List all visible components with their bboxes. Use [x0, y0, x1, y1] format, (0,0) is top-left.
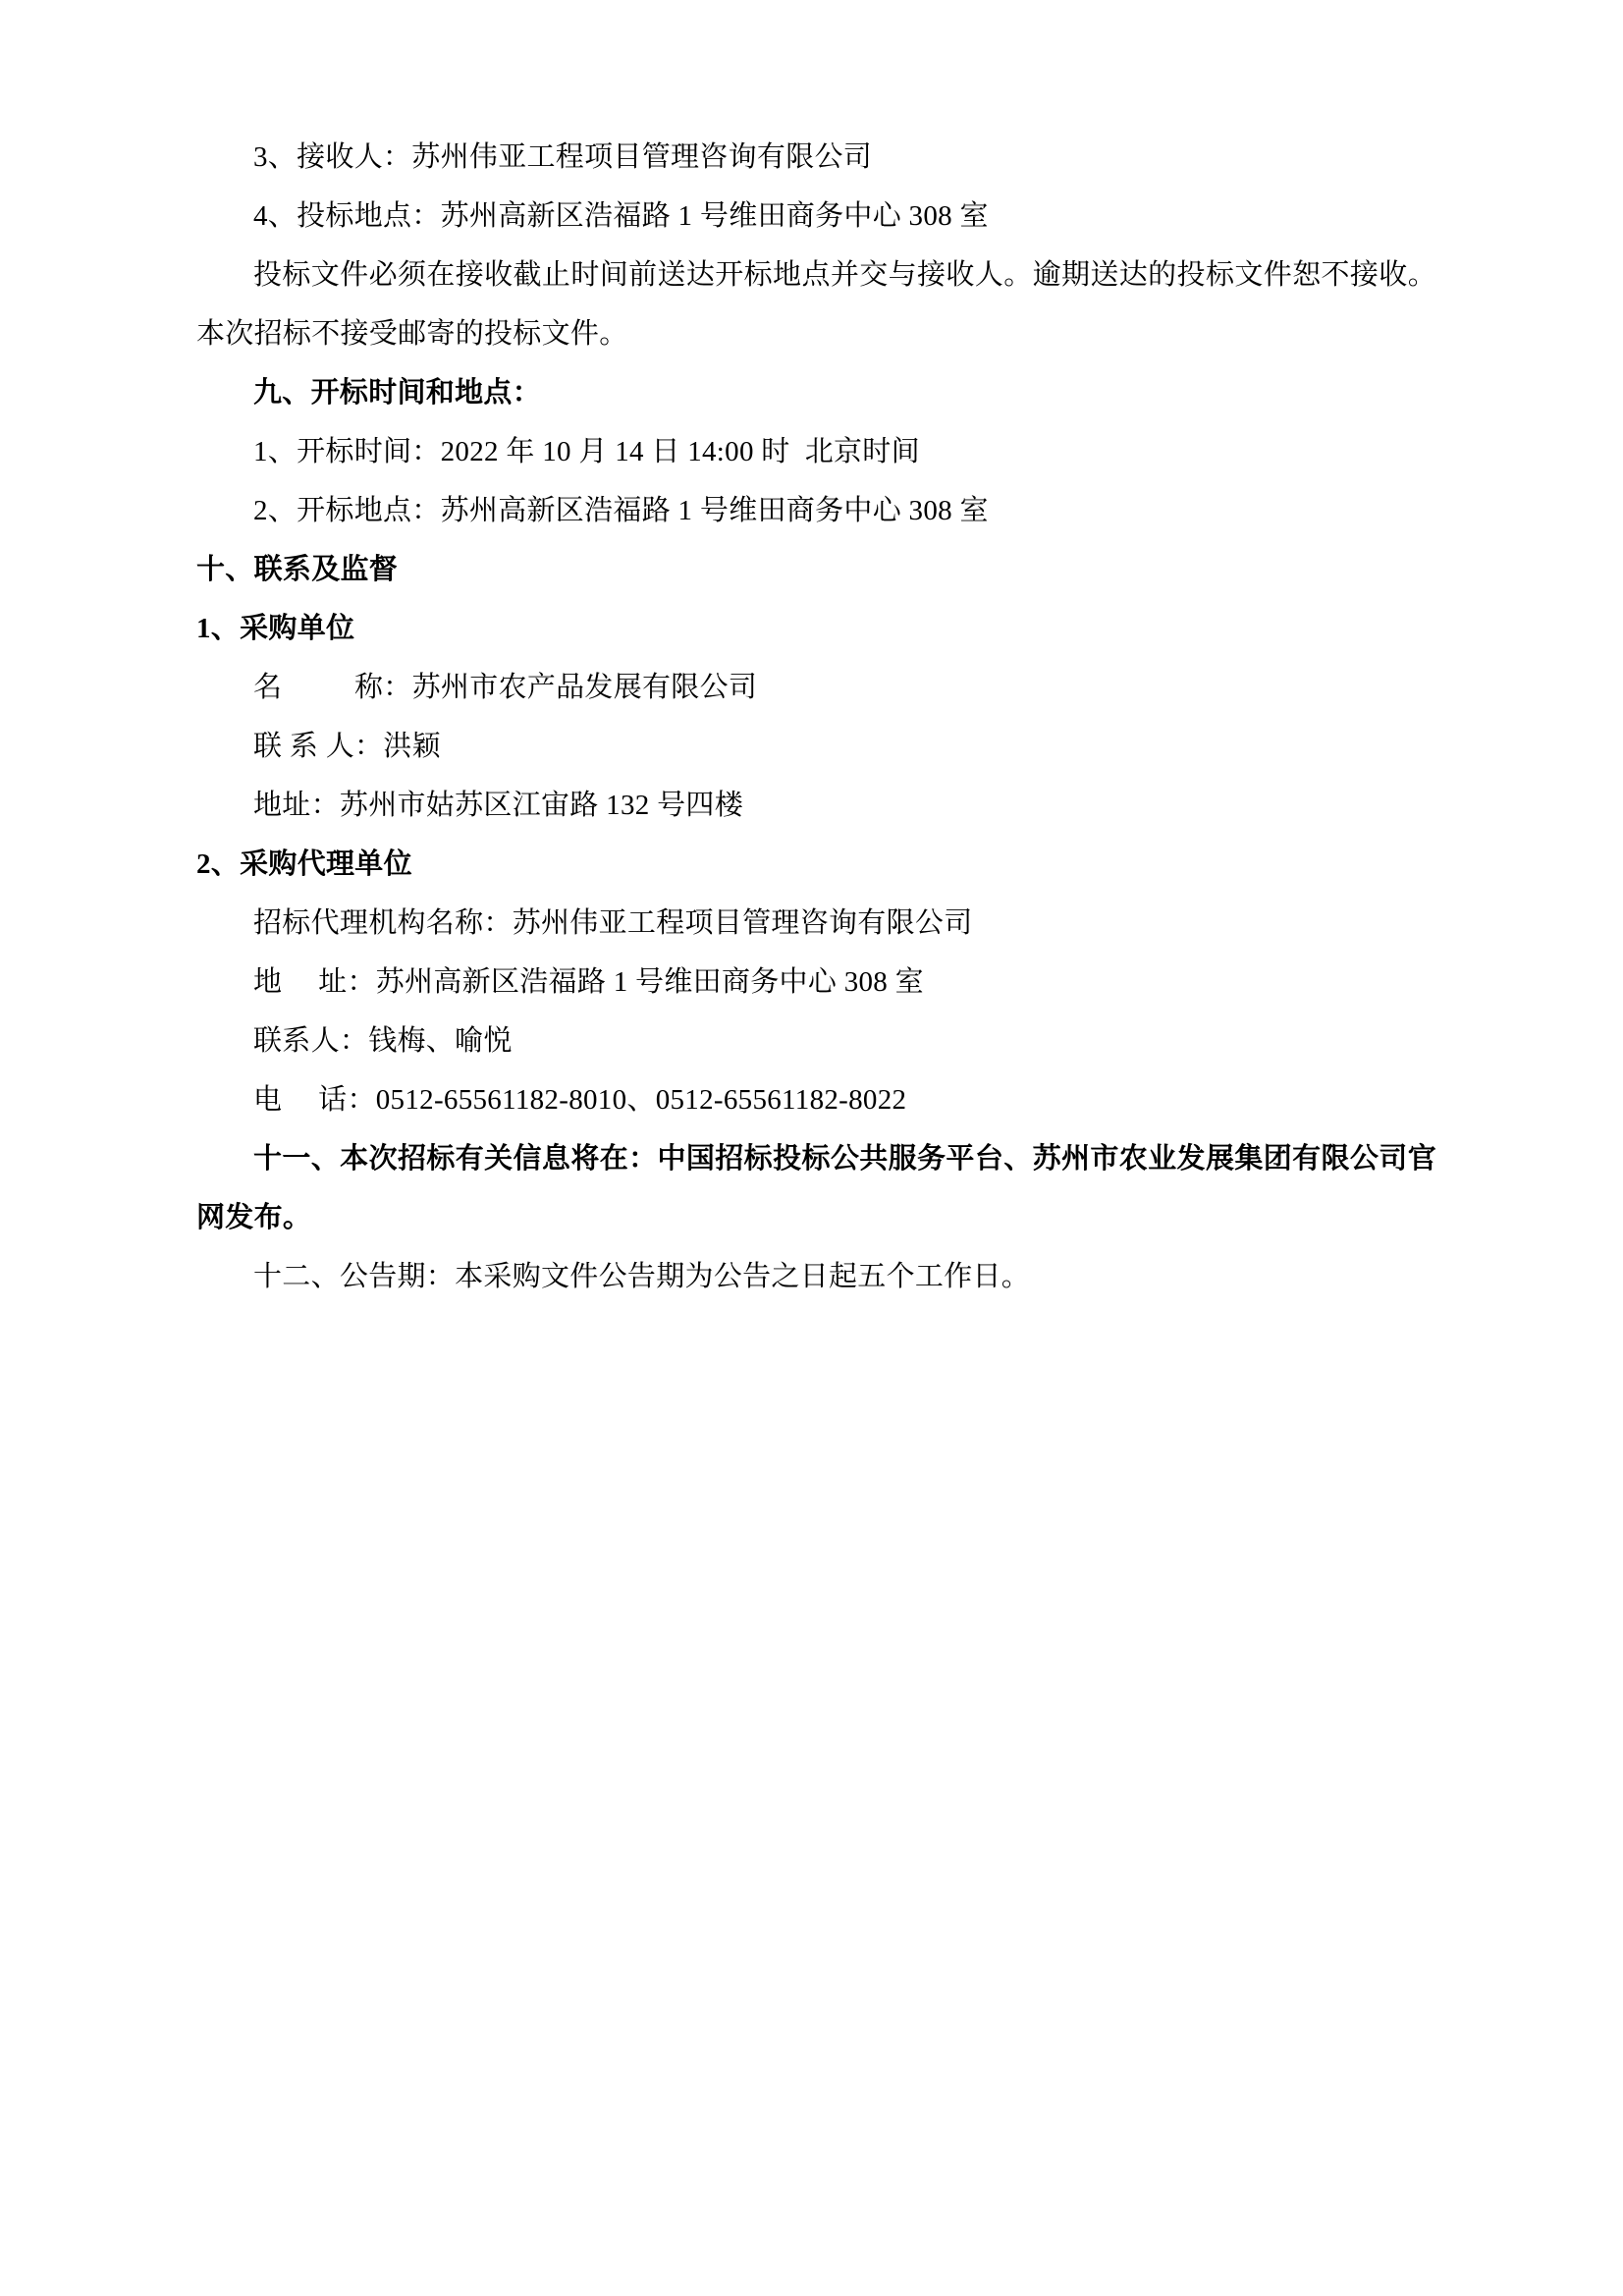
purchaser-address-line: 地址：苏州市姑苏区江宙路 132 号四楼: [253, 790, 744, 821]
section-eleven: [196, 1129, 1436, 1247]
agent-contact-line: 联系人：钱梅、喻悦: [253, 1025, 513, 1057]
agent-address-line: 地 址：苏州高新区浩福路 1 号维田商务中心 308 室: [253, 966, 924, 998]
purchaser-heading: 1、采购单位: [196, 613, 355, 644]
open-time-line: 1、开标时间：2022 年 10 月 14 日 14:00 时 北京时间: [253, 436, 920, 467]
purchaser-name-line: 名 称：苏州市农产品发展有限公司: [253, 672, 758, 703]
bid-location-line: 4、投标地点：苏州高新区浩福路 1 号维田商务中心 308 室: [253, 200, 989, 232]
agent-name-line: 招标代理机构名称：苏州伟亚工程项目管理咨询有限公司: [253, 907, 973, 939]
open-location-line: 2、开标地点：苏州高新区浩福路 1 号维田商务中心 308 室: [253, 495, 989, 526]
section-eleven-body: 中国招标投标公共服务平台、苏州市农业发展集团有限公司官网发布。: [196, 1143, 1436, 1233]
purchaser-contact-line: 联 系 人：洪颖: [253, 731, 441, 762]
section-twelve-body: 本采购文件公告期为公告之日起五个工作日。: [455, 1261, 1031, 1292]
agent-phone-line: 电 话：0512-65561182-8010、0512-65561182-8022: [253, 1084, 907, 1116]
section-nine-title: 九、开标时间和地点：: [253, 377, 542, 409]
agent-heading: 2、采购代理单位: [196, 848, 412, 880]
section-twelve-title: 十二、公告期：: [253, 1261, 456, 1292]
section-eleven-title: 十一、本次招标有关信息将在：: [253, 1143, 658, 1175]
receiver-line: 3、接收人：苏州伟亚工程项目管理咨询有限公司: [253, 141, 873, 173]
bid-delivery-note: 投标文件必须在接收截止时间前送达开标地点并交与接收人。逾期送达的投标文件恕不接收。本次招标不接受邮寄的投标文件。: [196, 259, 1436, 350]
section-twelve: [196, 1247, 1436, 1306]
section-ten-title: 十、联系及监督: [196, 554, 399, 585]
